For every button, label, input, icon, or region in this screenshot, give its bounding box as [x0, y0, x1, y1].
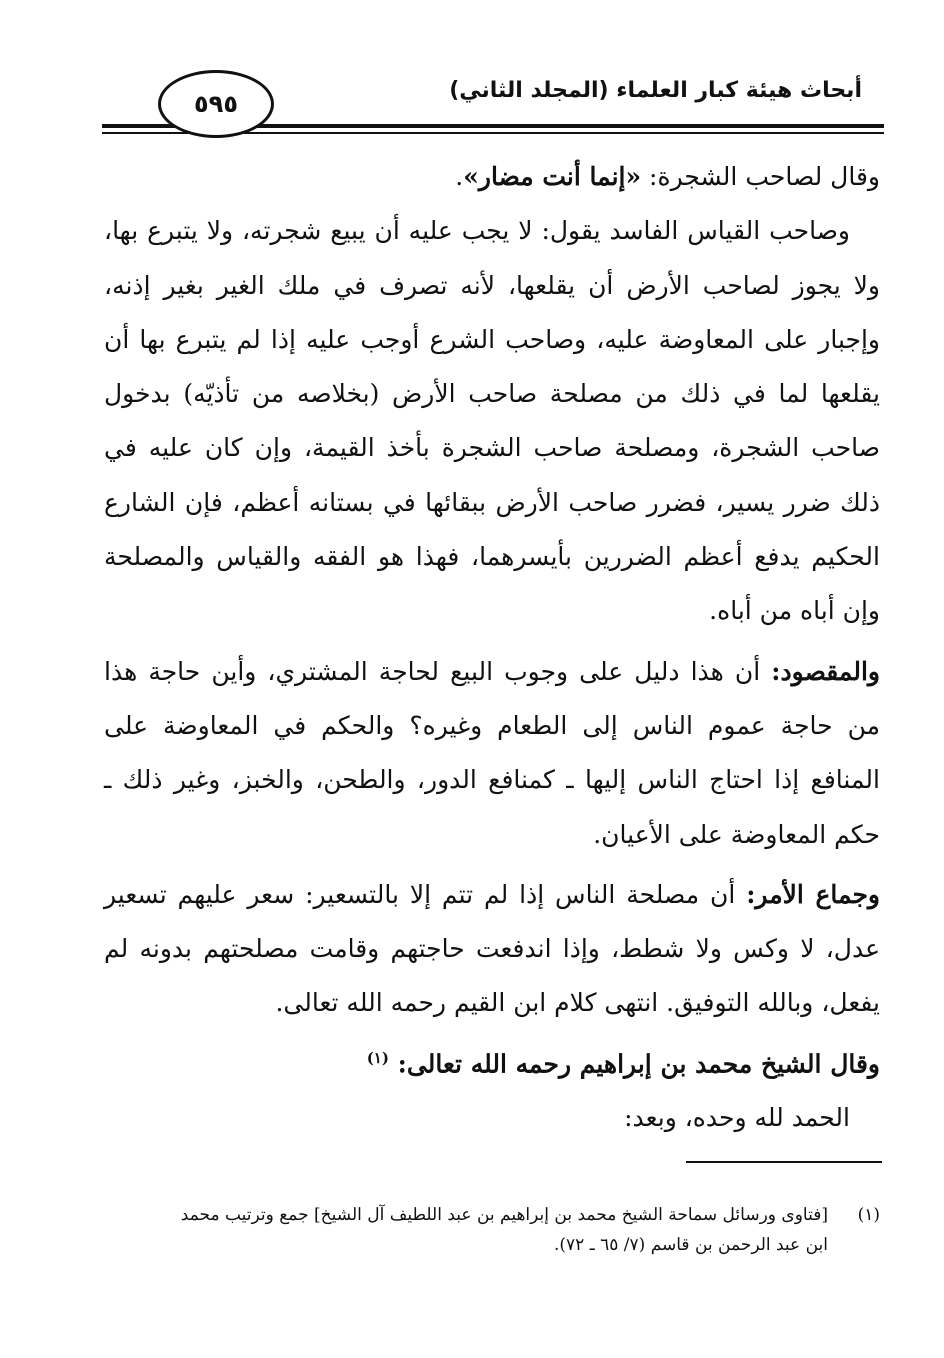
- footnote-separator: [686, 1161, 882, 1163]
- hadith-quote: «إنما أنت مضار»: [463, 162, 642, 191]
- footnote-text-1: [فتاوى ورسائل سماحة الشيخ محمد بن إبراهيم بن عبد اللطيف آل الشيخ] جمع وترتيب محمد: [180, 1205, 828, 1225]
- paragraph-4: وجماع الأمر: أن مصلحة الناس إذا لم تتم إلا بالتسعير: سعر عليهم تسعير عدل، لا وكس ولا شطط، وإذا اندفعت حاجتهم وقامت مصلحتهم بدونه لم يفعل، وبالله التوفيق. انتهى كلام ابن القيم رحمه الله تعالى.: [104, 879, 880, 1018]
- paragraph-3-lead: والمقصود:: [771, 656, 880, 686]
- paragraph-6: الحمد لله وحده، وبعد:: [624, 1103, 850, 1133]
- footnote-number: (١): [857, 1205, 880, 1225]
- paragraph-3: والمقصود: أن هذا دليل على وجوب البيع لحاجة المشتري، وأين حاجة هذا من حاجة عموم الناس إلى الطعام وغيره؟ والحكم في المعاوضة على المنافع إذا احتاج الناس إليها ـ كمنافع الدور، والطحن، والخبز، وغير ذلك ـ حكم المعاوضة على الأعيان.: [104, 656, 880, 849]
- footnote: [104, 1200, 880, 1260]
- footnote-line-1: [104, 1200, 880, 1230]
- page-number-oval: [158, 70, 274, 138]
- main-text: [104, 150, 880, 1146]
- page-number: ٥٩٥: [194, 90, 238, 118]
- footnote-reference[interactable]: (١): [366, 1048, 389, 1067]
- paragraph-2: وصاحب القياس الفاسد يقول: لا يجب عليه أن يبيع شجرته، ولا يتبرع بها، ولا يجوز لصاحب الأرض أن يقلعها، لأنه تصرف في ملك الغير بغير إذنه، وإجبار على المعاوضة عليه، وصاحب الشرع أوجب عليه إذا لم يتبرع بها أن يقلعها لما في ذلك من مصلحة صاحب الأرض (بخلاصه من تأذيّه) بدخول صاحب الشجرة، ومصلحة صاحب الشجرة بأخذ القيمة، وإن كان عليه في ذلك ضرر يسير، فضرر صاحب الأرض ببقائها في بستانه أعظم، فإن الشارع الحكيم يدفع أعظم الضررين بأيسرهما، فهذا هو الفقه والقياس والمصلحة وإن أباه من أباه.: [104, 216, 880, 626]
- running-header-title: أبحاث هيئة كبار العلماء (المجلد الثاني): [449, 78, 862, 103]
- page-header: [0, 0, 944, 160]
- paragraph-1: وقال لصاحب الشجرة: «إنما أنت مضار».: [455, 162, 880, 191]
- footnote-line-2: ابن عبد الرحمن بن قاسم (٧/ ٦٥ ـ ٧٢).: [554, 1235, 828, 1255]
- paragraph-4-lead: وجماع الأمر:: [746, 879, 880, 909]
- paragraph-5: وقال الشيخ محمد بن إبراهيم رحمه الله تعالى: $^{(١)}$: [366, 1048, 880, 1079]
